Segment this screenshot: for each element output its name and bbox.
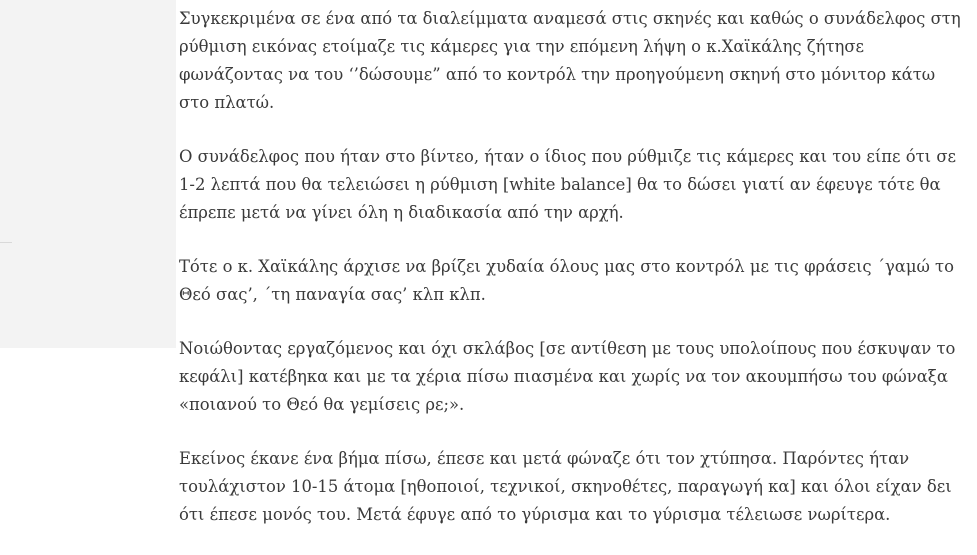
article-paragraph: Τότε ο κ. Χαϊκάλης άρχισε να βρίζει χυδαία όλους μας στο κοντρόλ με τις φράσεις ΄γαμώ το Θεό σας’, ΄τη παναγία σας’ κλπ κλπ. [179, 257, 954, 304]
article-paragraph: Ο συνάδελφος που ήταν στο βίντεο, ήταν ο ίδιος που ρύθμιζε τις κάμερες και του είπε ότι σε 1-2 λεπτά που θα τελειώσει η ρύθμιση [white balance] θα το δώσει γιατί αν έφευγε τότε θα έπρεπε μετά να γίνει όλη η διαδικασία από την αρχή. [179, 147, 957, 222]
article-paragraph: Εκείνος έκανε ένα βήμα πίσω, έπεσε και μετά φώναζε ότι τον χτύπησα. Παρόντες ήταν τουλάχιστον 10-15 άτομα [ηθοποιοί, τεχνικοί, σκηνοθέτες, παραγωγή κα] και όλοι είχαν δει ότι έπεσε μονός του. Μετά έφυγε από το γύρισμα και το γύρισμα τέλειωσε νωρίτερα. [179, 449, 952, 524]
left-divider [0, 242, 12, 243]
article-body [179, 5, 969, 555]
article-paragraph: Νοιώθοντας εργαζόμενος και όχι σκλάβος [σε αντίθεση με τους υπολοίπους που έσκυψαν το κεφάλι] κατέβηκα και με τα χέρια πίσω πιασμένα και χωρίς να τον ακουμπήσω του φώναξα «ποιανού το Θεό θα γεμίσεις ρε;». [179, 339, 956, 414]
article-paragraph: Συγκεκριμένα σε ένα από τα διαλείμματα αναμεσά στις σκηνές και καθώς ο συνάδελφος στη ρύθμιση εικόνας ετοίμαζε τις κάμερες για την επόμενη λήψη ο κ.Χαϊκάλης ζήτησε φωνάζοντας να του ‘’δώσουμε” από το κοντρόλ την προηγούμενη σκηνή στο μόνιτορ κάτω στο πλατώ. [179, 9, 961, 112]
left-side-panel [0, 0, 176, 348]
